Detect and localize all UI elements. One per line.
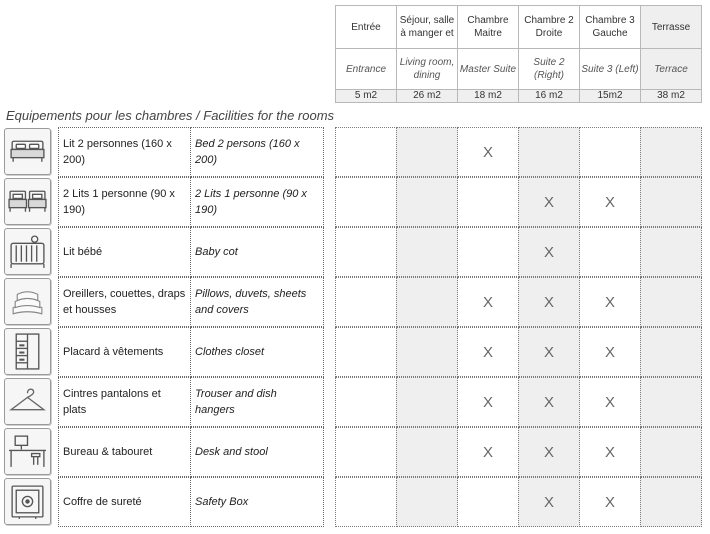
facility-mark-cell: X (579, 477, 641, 527)
facility-name-en: Bed 2 persons (160 x 200) (190, 127, 324, 177)
facility-row (4, 127, 704, 177)
facility-mark-cell (335, 427, 397, 477)
room-name-en: Living room, dining (397, 49, 458, 90)
facility-mark-cell: X (518, 177, 580, 227)
facility-mark-cell: X (579, 177, 641, 227)
room-name-fr: Entrée (336, 6, 397, 49)
safe-icon (4, 478, 51, 525)
facility-mark-cell (396, 127, 458, 177)
facility-mark-cell (518, 127, 580, 177)
facility-row (4, 477, 704, 527)
facility-mark-cell: X (518, 227, 580, 277)
facility-mark-cell: X (579, 327, 641, 377)
room-size: 18 m2 (458, 90, 519, 103)
room-name-en: Entrance (336, 49, 397, 90)
facility-name-en: Baby cot (190, 227, 324, 277)
facility-mark-cell (396, 477, 458, 527)
facility-mark-cell: X (579, 277, 641, 327)
facility-mark-cell (640, 227, 702, 277)
facility-name-fr: Cintres pantalons et plats (58, 377, 191, 427)
facility-name-en: Safety Box (190, 477, 324, 527)
facility-name-fr: 2 Lits 1 personne (90 x 190) (58, 177, 191, 227)
facility-name-fr: Coffre de sureté (58, 477, 191, 527)
room-size: 15m2 (580, 90, 641, 103)
facility-mark-cell: X (457, 377, 519, 427)
twin-beds-icon (4, 178, 51, 225)
desk-icon (4, 428, 51, 475)
facility-row (4, 377, 704, 427)
wardrobe-icon (4, 328, 51, 375)
facility-name-fr: Oreillers, couettes, draps et housses (58, 277, 191, 327)
facility-mark-cell (640, 427, 702, 477)
facility-mark-cell (335, 327, 397, 377)
room-names-fr-row (336, 6, 702, 49)
facility-row (4, 427, 704, 477)
facility-mark-cell (335, 177, 397, 227)
facility-mark-cell (457, 177, 519, 227)
room-name-fr: Chambre Maitre (458, 6, 519, 49)
room-size: 26 m2 (397, 90, 458, 103)
facility-mark-cell: X (579, 427, 641, 477)
facility-mark-cell: X (457, 127, 519, 177)
room-size: 16 m2 (519, 90, 580, 103)
facility-mark-cell: X (579, 377, 641, 427)
facility-mark-cell (640, 327, 702, 377)
room-sizes-row (336, 90, 702, 103)
facility-mark-cell: X (518, 427, 580, 477)
room-name-en: Terrace (641, 49, 702, 90)
facility-mark-cell (640, 127, 702, 177)
facility-mark-cell: X (518, 277, 580, 327)
pillows-icon (4, 278, 51, 325)
baby-cot-icon (4, 228, 51, 275)
section-title: Equipements pour les chambres / Facilities for the rooms (6, 108, 335, 123)
room-name-en: Suite 2 (Right) (519, 49, 580, 90)
room-name-fr: Chambre 3 Gauche (580, 6, 641, 49)
double-bed-icon (4, 128, 51, 175)
facility-mark-cell: X (457, 427, 519, 477)
facility-mark-cell (457, 477, 519, 527)
facility-name-en: Clothes closet (190, 327, 324, 377)
facility-mark-cell (396, 427, 458, 477)
room-name-en: Suite 3 (Left) (580, 49, 641, 90)
rooms-header-table (335, 5, 702, 103)
facility-mark-cell: X (518, 477, 580, 527)
room-names-en-row (336, 49, 702, 90)
facility-name-fr: Bureau & tabouret (58, 427, 191, 477)
facility-mark-cell (335, 377, 397, 427)
facility-name-fr: Lit bébé (58, 227, 191, 277)
facility-mark-cell (335, 127, 397, 177)
facility-mark-cell (396, 177, 458, 227)
facility-name-en: Pillows, duvets, sheets and covers (190, 277, 324, 327)
facility-row (4, 227, 704, 277)
facility-mark-cell (579, 127, 641, 177)
facility-mark-cell (335, 227, 397, 277)
facility-mark-cell (640, 377, 702, 427)
facility-row (4, 177, 704, 227)
room-size: 5 m2 (336, 90, 397, 103)
room-name-fr: Terrasse (641, 6, 702, 49)
facility-mark-cell: X (518, 377, 580, 427)
facility-mark-cell (579, 227, 641, 277)
facility-mark-cell (457, 227, 519, 277)
facility-row (4, 277, 704, 327)
facility-mark-cell: X (457, 327, 519, 377)
room-name-en: Master Suite (458, 49, 519, 90)
facility-mark-cell (640, 277, 702, 327)
facility-name-en: 2 Lits 1 personne (90 x 190) (190, 177, 324, 227)
hanger-icon (4, 378, 51, 425)
facility-mark-cell (335, 277, 397, 327)
room-size: 38 m2 (641, 90, 702, 103)
facility-mark-cell (640, 477, 702, 527)
facility-mark-cell: X (518, 327, 580, 377)
facility-mark-cell (396, 377, 458, 427)
facility-mark-cell (396, 277, 458, 327)
facility-mark-cell (640, 177, 702, 227)
facility-mark-cell: X (457, 277, 519, 327)
facility-name-fr: Lit 2 personnes (160 x 200) (58, 127, 191, 177)
facility-name-en: Desk and stool (190, 427, 324, 477)
facility-name-fr: Placard à vêtements (58, 327, 191, 377)
room-name-fr: Séjour, salle à manger et (397, 6, 458, 49)
facility-row (4, 327, 704, 377)
facility-name-en: Trouser and dish hangers (190, 377, 324, 427)
room-name-fr: Chambre 2 Droite (519, 6, 580, 49)
facility-mark-cell (335, 477, 397, 527)
facility-mark-cell (396, 327, 458, 377)
facility-mark-cell (396, 227, 458, 277)
